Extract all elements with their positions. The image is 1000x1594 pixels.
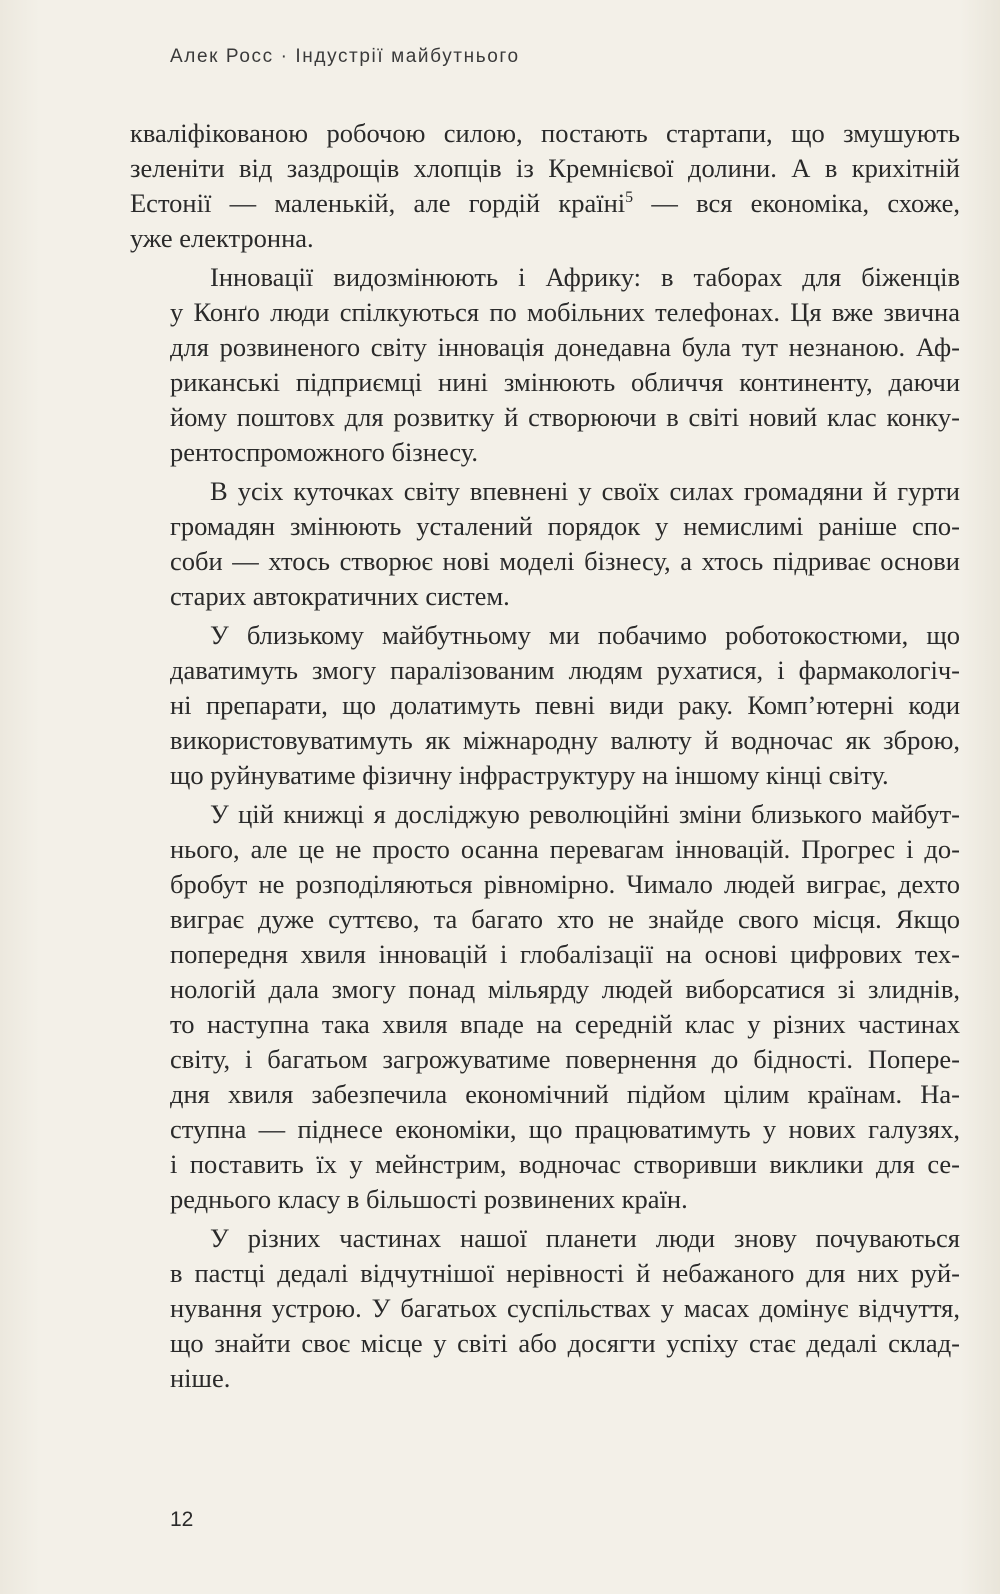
body-text	[130, 116, 960, 1400]
text-line: У цій книжці я досліджую революційні зміни близького майбут-	[210, 799, 960, 829]
paragraph-4	[130, 618, 960, 793]
text-line: У різних частинах нашої планети люди знову почуваються	[210, 1223, 960, 1253]
paragraph-6	[130, 1221, 960, 1396]
paragraph-2	[130, 260, 960, 470]
text-line: в пастці дедалі відчутнішої нерівності й небажаного для них руй-	[170, 1258, 960, 1288]
text-line: у Конґо люди спілкуються по мобільних телефонах. Ця вже звична	[170, 297, 960, 327]
text-line: світу, і багатьом загрожуватиме повернення до бідності. Попере-	[170, 1044, 960, 1074]
text-line: виграє дуже суттєво, та багато хто не знайде свого місця. Якщо	[170, 904, 960, 934]
text-line: для розвиненого світу інновація донедавна була тут незнаною. Аф-	[170, 332, 960, 362]
text-line: бробут не розподіляються рівномірно. Чимало людей виграє, дехто	[170, 869, 960, 899]
text-line: реднього класу в більшості розвинених країн.	[170, 1184, 688, 1214]
text-line: використовуватимуть як міжнародну валюту й водночас як зброю,	[170, 725, 960, 755]
text-line: ні препарати, що долатимуть певні види раку. Комп’ютерні коди	[170, 690, 960, 720]
text-line: соби — хтось створює нові моделі бізнесу, а хтось підриває основи	[170, 546, 960, 576]
text-fragment: — вся економіка, схоже,	[633, 188, 960, 218]
text-line: рентоспроможного бізнесу.	[170, 437, 479, 467]
text-line: В усіх куточках світу впевнені у своїх силах громадяни й гурти	[210, 476, 960, 506]
paragraph-5	[130, 797, 960, 1217]
text-line: дня хвиля забезпечила економічний підйом цілим країнам. На-	[170, 1079, 960, 1109]
text-line: У близькому майбутньому ми побачимо роботокостюми, що	[210, 620, 960, 650]
text-line: ніше.	[170, 1363, 231, 1393]
text-line: кваліфікованою робочою силою, постають стартапи, що змушують	[130, 118, 960, 148]
running-head: Алек Росс · Індустрії майбутнього	[170, 46, 520, 67]
text-line: громадян змінюють усталений порядок у немислимі раніше спо-	[170, 511, 960, 541]
text-line: нього, але це не просто осанна перевагам інновацій. Прогрес і до-	[170, 834, 960, 864]
text-line: даватимуть змогу паралізованим людям рухатися, і фармакологіч-	[170, 655, 960, 685]
text-line: і поставить їх у мейнстрим, водночас створивши виклики для се-	[170, 1149, 960, 1179]
text-line	[130, 186, 960, 221]
text-line: попередня хвиля інновацій і глобалізації на основі цифрових тех-	[170, 939, 960, 969]
text-line: риканські підприємці нині змінюють обличчя континенту, даючи	[170, 367, 960, 397]
text-fragment: Естонії — маленькій, але гордій країні	[130, 188, 626, 218]
paragraph-1	[130, 116, 960, 256]
text-line: уже електронна.	[130, 223, 314, 253]
text-line: нологій дала змогу понад мільярду людей виборсатися зі злиднів,	[170, 974, 960, 1004]
text-line: нування устрою. У багатьох суспільствах у масах домінує відчуття,	[170, 1293, 960, 1323]
text-line: ступна — піднесе економіки, що працюватимуть у нових галузях,	[170, 1114, 960, 1144]
paragraph-3	[130, 474, 960, 614]
footnote-reference[interactable]: 5	[625, 189, 634, 207]
text-line: що знайти своє місце у світі або досягти успіху стає дедалі склад-	[170, 1328, 960, 1358]
page-number: 12	[170, 1508, 194, 1531]
text-line: старих автократичних систем.	[170, 581, 510, 611]
text-line: то наступна така хвиля впаде на середній клас у різних частинах	[170, 1009, 960, 1039]
text-line: йому поштовх для розвитку й створюючи в світі новий клас конку-	[170, 402, 960, 432]
text-line: Інновації видозмінюють і Африку: в таборах для біженців	[210, 262, 960, 292]
text-line: що руйнуватиме фізичну інфраструктуру на іншому кінці світу.	[170, 760, 889, 790]
text-line: зеленіти від заздрощів хлопців із Кремнієвої долини. А в крихітній	[130, 153, 960, 183]
